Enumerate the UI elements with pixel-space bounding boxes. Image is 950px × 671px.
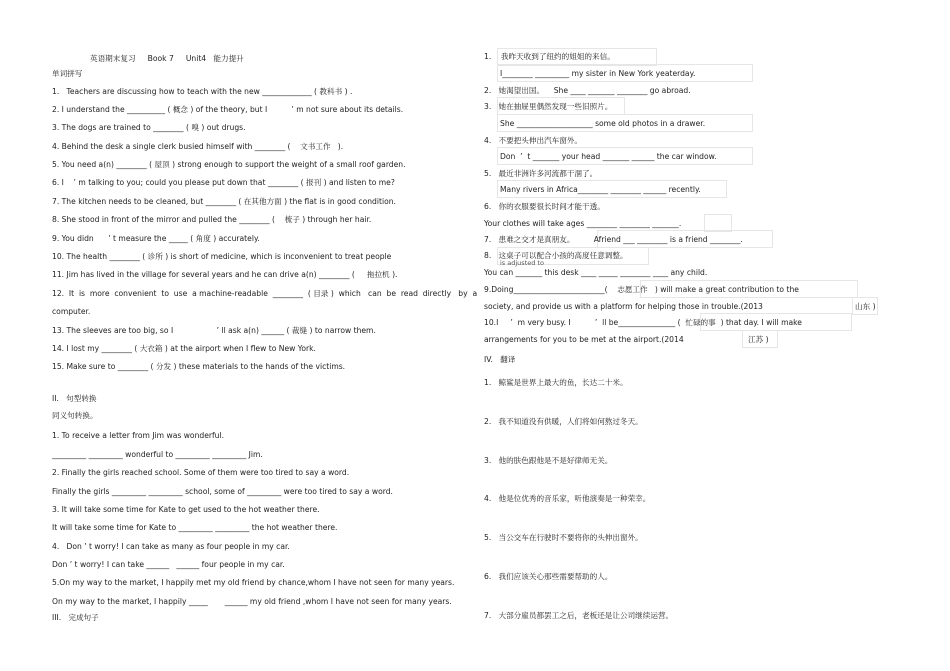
translate-item: 7. 大部分雇员都罢工之后，老板还是让公司继续运营。: [484, 611, 674, 620]
vocab-item: 3. The dogs are trained to ________ ( 嗅 ) out drugs.: [52, 123, 246, 132]
transform-answer: Finally the girls _________ _________ school, some of _________ were too tired to say a word.: [52, 487, 393, 496]
complete-item: 5. 最近非洲许多河流都干涸了。: [484, 169, 598, 178]
vocab-item: 12. It is more convenient to use a machine-readable ________ ( 目录 ) which can be read directly by a: [52, 289, 478, 298]
vocab-item: 2. I understand the __________ ( 概念 ) of the theory, but I ’ m not sure about its details.: [52, 105, 404, 114]
translate-item: 6. 我们应该关心那些需要帮助的人。: [484, 572, 613, 581]
complete-answer: I________ _________ my sister in New York yeaterday.: [500, 69, 696, 78]
source-label: 江苏 ): [748, 335, 769, 344]
complete-item: 8. 这桌子可以配合小孩的高度任意调整。: [484, 251, 628, 260]
translate-item: 5. 当公交车在行驶时不要将你的头伸出窗外。: [484, 533, 643, 542]
vocab-item: 8. She stood in front of the mirror and pulled the ________ ( 梳子 ) through her hair.: [52, 215, 372, 224]
complete-item: 7. 患难之交才是真朋友。 Afriend ___ ________ is a friend ________.: [484, 235, 743, 244]
complete-item: 9.Doing________________________( 志愿工作 ) will make a great contribution to the: [484, 285, 799, 294]
complete-answer: She ____________________ some old photos in a drawer.: [500, 119, 706, 128]
complete-answer: Don ’ t _______ your head _______ ______ the car window.: [500, 152, 717, 161]
complete-answer: You can _______ this desk ____ _____ ________ ____ any child.: [484, 268, 708, 277]
translate-item: 4. 他是位优秀的音乐家，听他演奏是一种荣幸。: [484, 494, 651, 503]
vocab-item: 4. Behind the desk a single clerk busied himself with ________ ( 文书工作 ).: [52, 142, 344, 151]
transform-answer: _________ _________ wonderful to _________ _________ Jim.: [52, 450, 263, 459]
page-title: 英语期末复习 Book 7 Unit4 能力提升: [90, 54, 244, 63]
translate-item: 2. 我不知道没有供暖，人们将如何熬过冬天。: [484, 417, 643, 426]
transform-answer: Don ’ t worry! I can take ______ ______ four people in my car.: [52, 560, 285, 569]
vocab-item: 7. The kitchen needs to be cleaned, but ________ ( 在其他方面 ) the flat is in good condition.: [52, 197, 396, 206]
complete-item: 1. 我昨天收到了纽约的姐姐的来信。: [484, 52, 615, 61]
transform-item: 2. Finally the girls reached school. Some of them were too tired to say a word.: [52, 468, 350, 477]
translate-item: 3. 他的肤色跟他是不是好律师无关。: [484, 456, 613, 465]
translate-item: 1. 鲸鲨是世界上最大的鱼，长达二十米。: [484, 378, 628, 387]
complete-item: 4. 不要把头伸出汽车窗外。: [484, 136, 583, 145]
section-subheading: 同义句转换。: [52, 411, 98, 420]
transform-item: 5.On my way to the market, I happily met my old friend by chance,whom I have not seen for many years.: [52, 578, 455, 587]
complete-item-continued: society, and provide us with a platform for helping those in trouble.(2013: [484, 302, 763, 311]
section-heading: II. 句型转换: [52, 394, 97, 403]
vocab-item: 6. I ’ m talking to you; could you please put down that ________ ( 报刊 ) and listen to me?: [52, 178, 395, 187]
vocab-item: 9. You didn ’ t measure the _____ ( 角度 ) accurately.: [52, 234, 260, 243]
complete-item: 10.I ’ m very busy. I ’ ll be_______________ ( 忙碌的事 ) that day. I will make: [484, 318, 802, 327]
complete-item: 6. 你的衣服要很长时间才能干透。: [484, 202, 605, 211]
complete-answer: Your clothes will take ages ________ ________ _______.: [484, 219, 682, 228]
source-label: 山东 ): [855, 302, 876, 311]
transform-answer: It will take some time for Kate to _________ _________ the hot weather there.: [52, 523, 338, 532]
transform-item: 4. Don ’ t worry! I can take as many as four people in my car.: [52, 542, 290, 551]
vocab-item: 11. Jim has lived in the village for several years and he can drive a(n) ________ ( 拖拉机 ).: [52, 270, 398, 279]
transform-item: 3. It will take some time for Kate to get used to the hot weather there.: [52, 505, 320, 514]
vocab-item: 5. You need a(n) ________ ( 屋顶 ) strong enough to support the weight of a small roof garden.: [52, 160, 406, 169]
overlay-hint: is adjusted to: [500, 259, 544, 267]
section-heading: IV. 翻译: [484, 355, 516, 364]
vocab-item: 1. Teachers are discussing how to teach with the new _____________ ( 教科书 ) .: [52, 87, 353, 96]
transform-item: 1. To receive a letter from Jim was wonderful.: [52, 431, 225, 440]
complete-item: 3. 她在抽屉里偶然发现一些旧照片。: [484, 102, 613, 111]
complete-answer: Many rivers in Africa________ ________ ______ recently.: [500, 185, 701, 194]
section-heading: III. 完成句子: [52, 613, 99, 622]
vocab-item: 15. Make sure to ________ ( 分发 ) these materials to the hands of the victims.: [52, 362, 346, 371]
complete-item: 2. 她渴望出国。 She ____ _______ ________ go abroad.: [484, 86, 691, 95]
vocab-heading: 单词拼写: [52, 69, 83, 78]
complete-item-continued: arrangements for you to be met at the airport.(2014: [484, 335, 684, 344]
vocab-item: 13. The sleeves are too big, so I ’ ll ask a(n) ______ ( 裁缝 ) to narrow them.: [52, 326, 376, 335]
vocab-item-continued: computer.: [52, 307, 91, 316]
transform-answer: On my way to the market, I happily _____ ______ my old friend ,whom I have not seen for many years.: [52, 597, 452, 606]
vocab-item: 10. The health ________ ( 诊所 ) is short of medicine, which is inconvenient to treat people: [52, 252, 392, 261]
vocab-item: 14. I lost my ________ ( 大衣箱 ) at the airport when I flew to New York.: [52, 344, 316, 353]
